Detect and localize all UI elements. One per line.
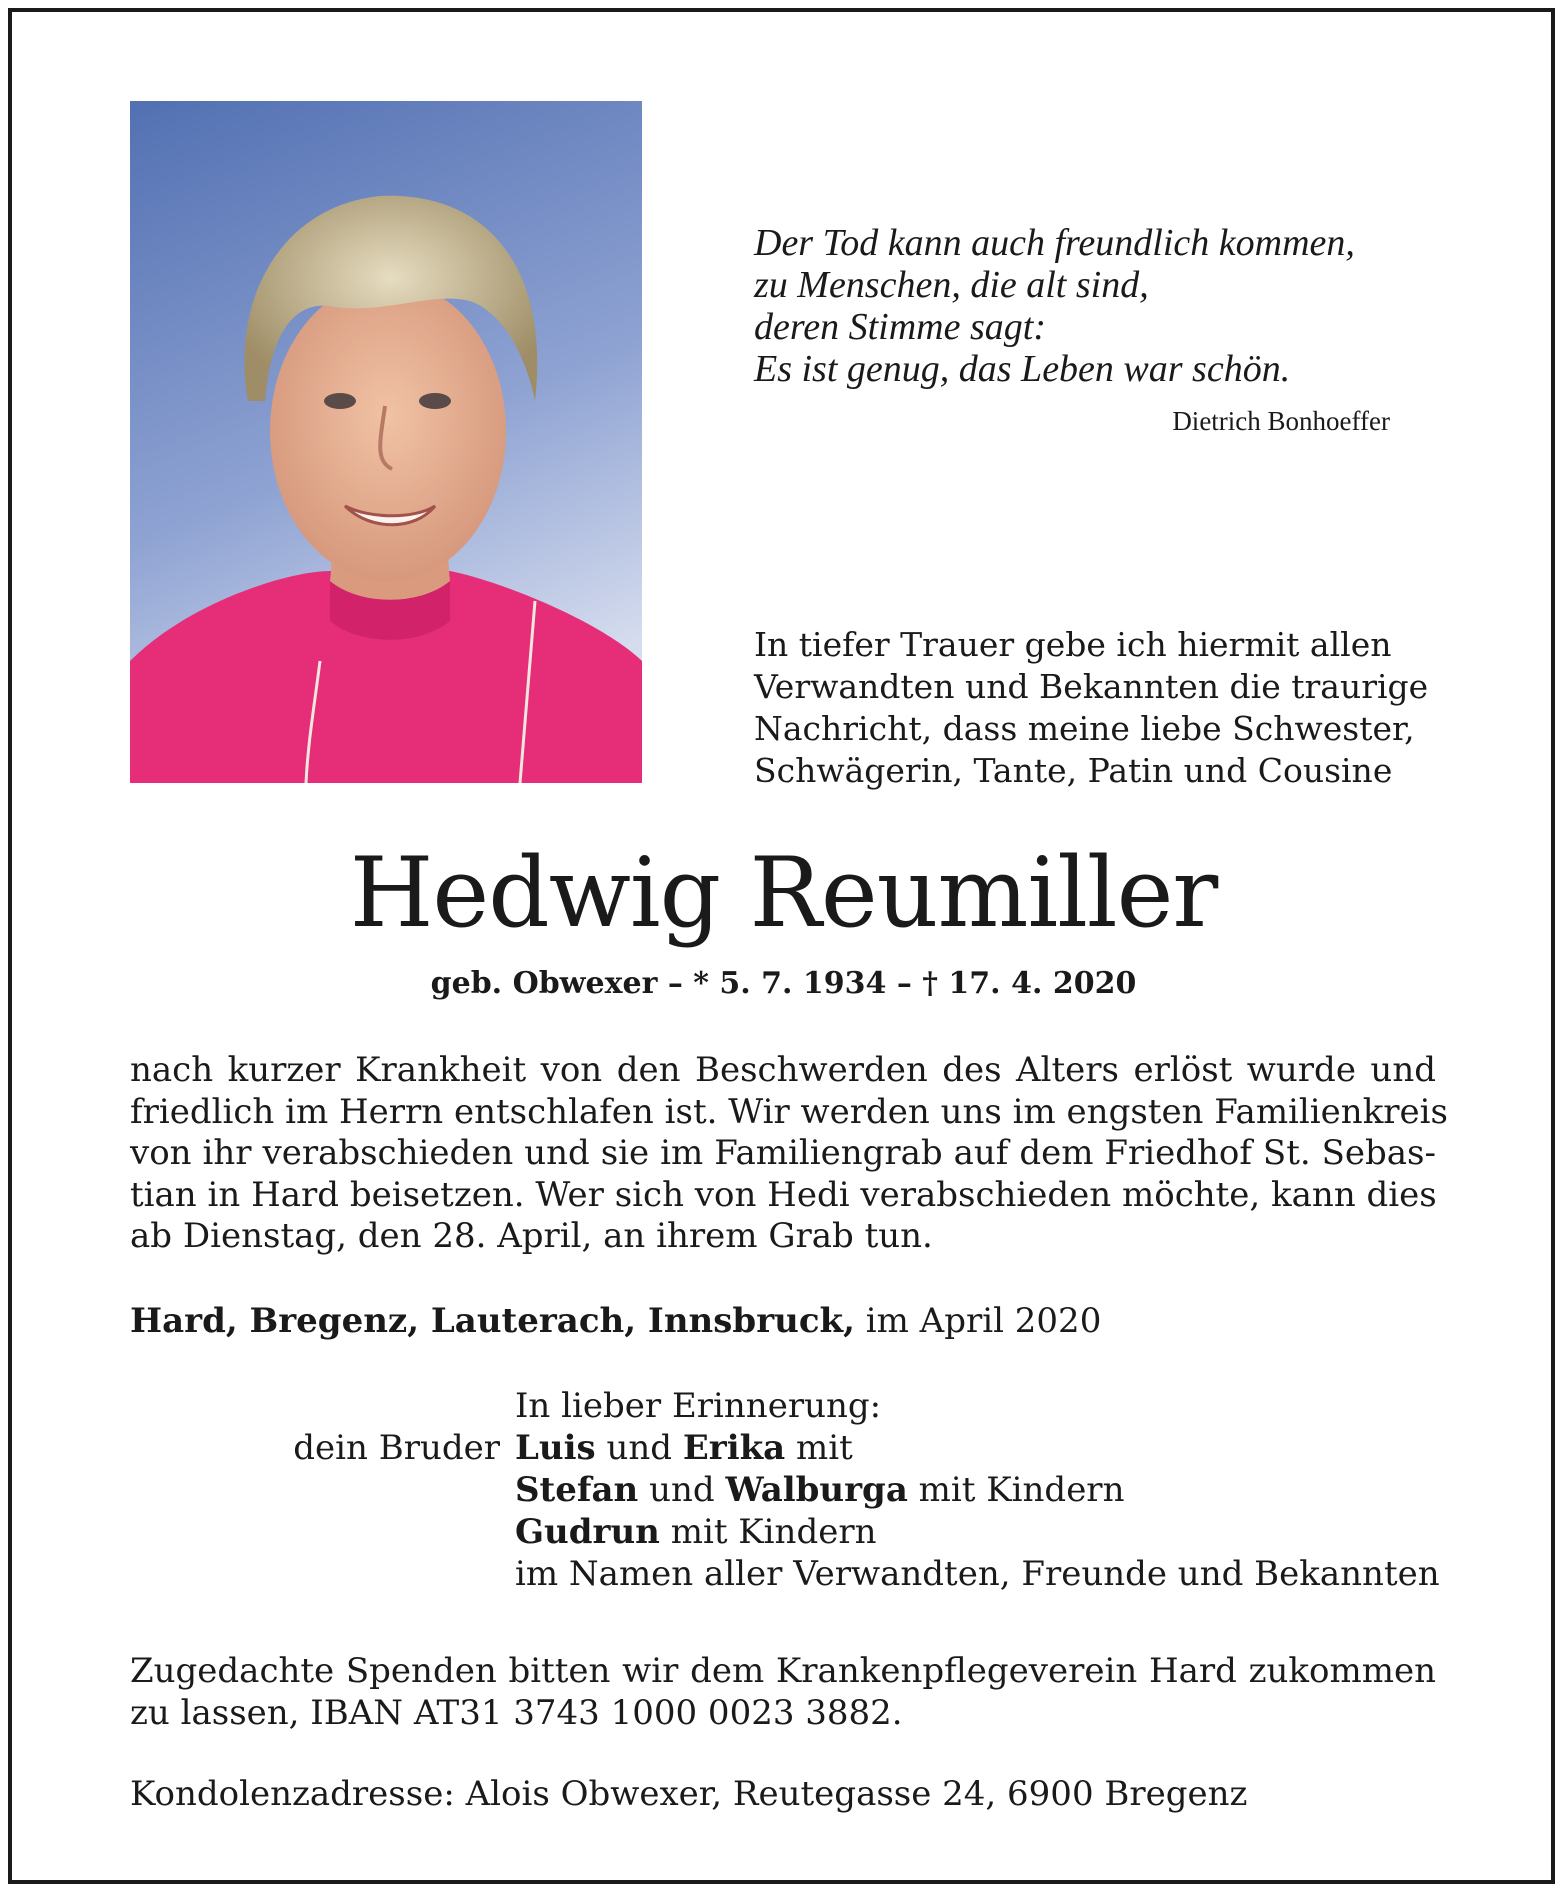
mourner-line (515, 1469, 1124, 1511)
mourner-name: Stefan (515, 1470, 639, 1510)
conjunction: und (638, 1470, 726, 1510)
mourner-line (515, 1427, 853, 1469)
mourner-name: Luis (515, 1428, 596, 1468)
mourner-name: Gudrun (515, 1512, 660, 1552)
places-towns: Hard, Bregenz, Lauterach, Innsbruck, (130, 1301, 855, 1341)
birth-death-dates: geb. Obwexer – * 5. 7. 1934 – † 17. 4. 2020 (430, 966, 1137, 1001)
deceased-name: Hedwig Reumiller (349, 837, 1218, 949)
quote-line: zu Menschen, die alt sind, (754, 264, 1149, 306)
quote-line: deren Stimme sagt: (754, 306, 1046, 348)
places-date (130, 1301, 1101, 1341)
intro-line: Verwandten und Bekannten die traurige (754, 667, 1429, 706)
conjunction: und (595, 1428, 683, 1468)
intro-line: Schwägerin, Tante, Patin und Cousine (754, 751, 1393, 790)
mourner-name: Erika (682, 1428, 786, 1468)
intro-text (754, 624, 1444, 792)
intro-line: Nachricht, dass meine liebe Schwester, (754, 709, 1415, 748)
poem-quote (754, 222, 1414, 390)
condolence-address: Kondolenzadresse: Alois Obwexer, Reutegasse 24, 6900 Bregenz (130, 1774, 1248, 1814)
places-date-text: im April 2020 (854, 1301, 1102, 1341)
body-line: nach kurzer Krankheit von den Beschwerden des Alters erlöst wurde und (130, 1050, 1436, 1090)
mourner-line (515, 1511, 877, 1553)
conjunction: mit Kindern (907, 1470, 1125, 1510)
announcement-body (130, 1050, 1448, 1258)
mourners-block (130, 1385, 1450, 1595)
donation-line: zu lassen, IBAN AT31 3743 1000 0023 3882. (130, 1693, 903, 1733)
donation-line: Zugedachte Spenden bitten wir dem Krankenpflegeverein Hard zukommen (130, 1651, 1436, 1691)
donation-notice (130, 1650, 1436, 1734)
memory-heading: In lieber Erinnerung: (515, 1386, 882, 1426)
intro-line: In tiefer Trauer gebe ich hiermit allen (754, 625, 1392, 664)
body-line: friedlich im Herrn entschlafen ist. Wir werden uns im engsten Familienkreis (130, 1091, 1448, 1132)
body-line: von ihr verabschieden und sie im Familiengrab auf dem Friedhof St. Sebas- (130, 1133, 1436, 1173)
quote-line: Es ist genug, das Leben war schön. (754, 348, 1291, 390)
body-line: tian in Hard beisetzen. Wer sich von Hedi verabschieden möchte, kann dies (130, 1174, 1437, 1215)
conjunction: mit (785, 1428, 853, 1468)
memory-closing: im Namen aller Verwandten, Freunde und Bekannten (515, 1554, 1440, 1594)
mourner-name: Walburga (725, 1470, 908, 1510)
quote-line: Der Tod kann auch freundlich kommen, (754, 222, 1355, 264)
quote-author: Dietrich Bonhoeffer (1172, 406, 1390, 436)
portrait-photo (130, 101, 642, 783)
conjunction: mit Kindern (659, 1512, 877, 1552)
portrait-image (130, 101, 642, 783)
body-line: ab Dienstag, den 28. April, an ihrem Grab tun. (130, 1216, 933, 1256)
memory-lead: dein Bruder (293, 1428, 500, 1468)
